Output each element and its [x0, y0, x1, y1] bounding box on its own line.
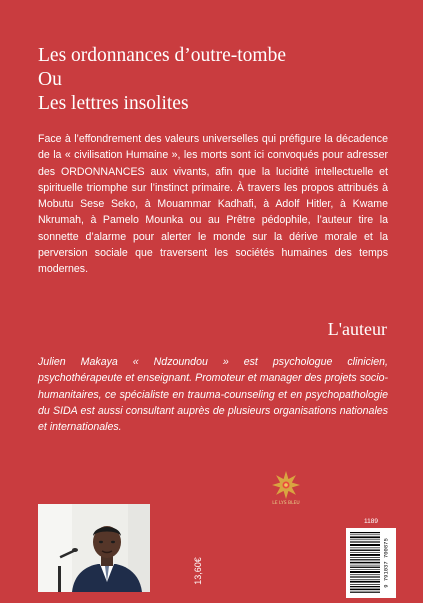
author-photo-icon	[38, 504, 150, 592]
product-code: 1189	[364, 518, 378, 525]
author-photo	[38, 504, 150, 592]
star-flower-logo-icon	[271, 470, 301, 500]
publisher-logo	[266, 470, 306, 518]
isbn-barcode	[346, 528, 396, 598]
publisher-name: LE LYS BLEU	[272, 501, 300, 506]
title-line-3: Les lettres insolites	[38, 93, 189, 114]
book-title	[38, 44, 398, 116]
author-bio: Julien Makaya « Ndzoundou » est psychologue clinicien, psychothérapeute et enseignant. Promoteur et manager des projets socio-humanitaires, ce spécialiste en trauma-counseling et en psychopathologie du SIDA est aussi consultant auprès de plusieurs organisations nationales et internationales.	[38, 356, 388, 434]
isbn-digits: 9 791037 700875	[382, 538, 390, 588]
author-heading: L'auteur	[327, 319, 387, 339]
price-text: 13,60€	[193, 557, 203, 585]
price-label	[192, 556, 204, 586]
title-line-2: Ou	[38, 69, 62, 90]
title-line-1: Les ordonnances d’outre-tombe	[38, 45, 286, 66]
synopsis-text: Face à l’effondrement des valeurs universelles qui préfigure la décadence de la « civilisation Humaine », les morts sont ici convoqués pour adresser des ORDONNANCES aux vivants, afin que la lucidité intellectuelle et spirituelle triomphe sur l’instinct primaire. À travers les propos attribués à Mobutu Sese Seko, à Mouammar Kadhafi, à Adolf Hitler, à Kwame Nkrumah, à Pamelo Mounka ou au Prêtre pédophile, l’auteur tire la sonnette d’alarme pour alerter le monde sur la dérive morale et la perversion sociale que traversent les sociétés humaines des temps modernes.	[38, 133, 388, 276]
